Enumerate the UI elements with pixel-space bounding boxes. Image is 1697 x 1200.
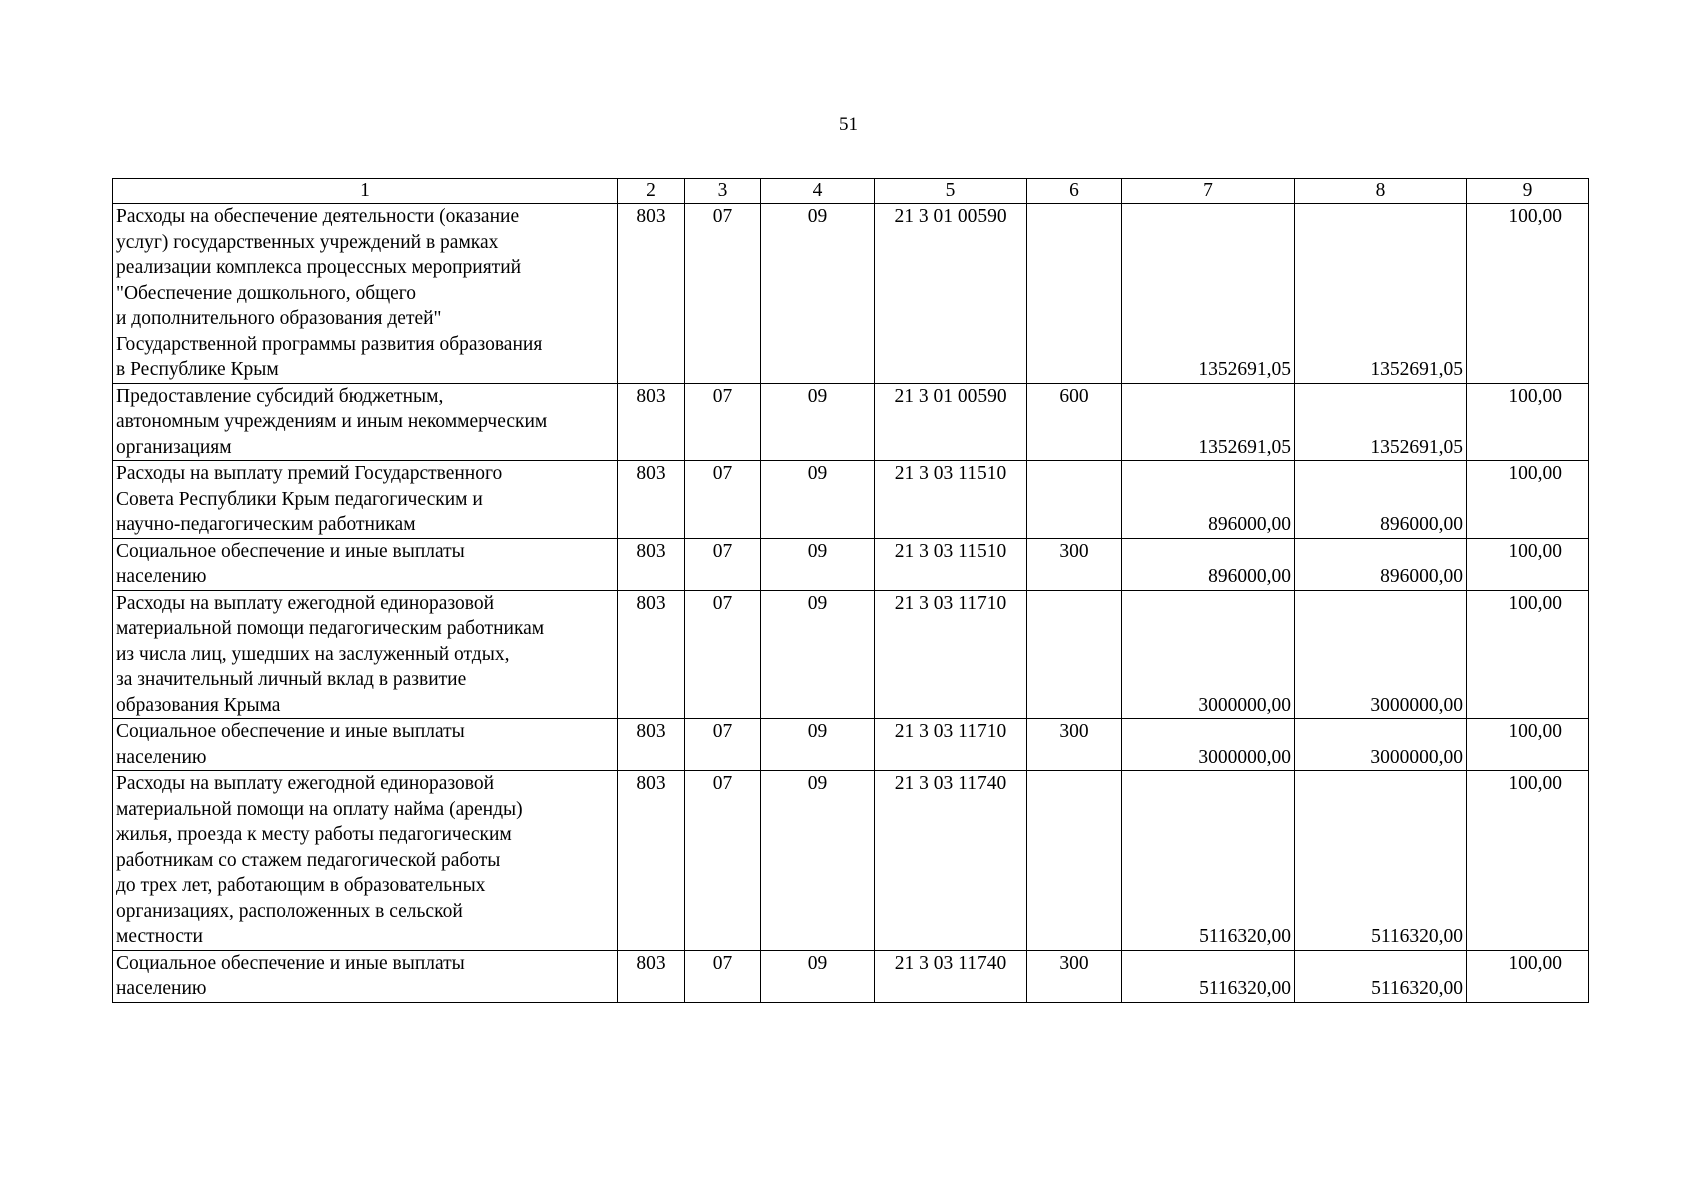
expense-type-cell bbox=[1027, 590, 1122, 719]
planned-amount-cell: 896000,00 bbox=[1122, 538, 1295, 590]
planned-amount-cell: 3000000,00 bbox=[1122, 590, 1295, 719]
execution-percent-cell: 100,00 bbox=[1467, 771, 1589, 951]
table-row bbox=[113, 461, 1589, 539]
code-admin-cell: 803 bbox=[618, 461, 685, 539]
code-admin-cell: 803 bbox=[618, 950, 685, 1002]
expense-type-cell bbox=[1027, 204, 1122, 384]
execution-percent-cell: 100,00 bbox=[1467, 538, 1589, 590]
target-article-cell: 21 3 03 11710 bbox=[875, 590, 1027, 719]
planned-amount-cell: 5116320,00 bbox=[1122, 771, 1295, 951]
code-subsection-cell: 09 bbox=[761, 771, 875, 951]
planned-amount-cell: 5116320,00 bbox=[1122, 950, 1295, 1002]
code-subsection-cell: 09 bbox=[761, 950, 875, 1002]
code-admin-cell: 803 bbox=[618, 771, 685, 951]
code-admin-cell: 803 bbox=[618, 590, 685, 719]
code-subsection-cell: 09 bbox=[761, 461, 875, 539]
expense-type-cell: 300 bbox=[1027, 538, 1122, 590]
executed-amount-cell: 1352691,05 bbox=[1295, 383, 1467, 461]
executed-amount-cell: 3000000,00 bbox=[1295, 719, 1467, 771]
expense-name-cell: Расходы на выплату премий Государственного Совета Республики Крым педагогическим и научно-педагогическим работникам bbox=[113, 461, 618, 539]
target-article-cell: 21 3 03 11740 bbox=[875, 950, 1027, 1002]
table-row bbox=[113, 538, 1589, 590]
expense-type-cell: 300 bbox=[1027, 719, 1122, 771]
code-section-cell: 07 bbox=[685, 719, 761, 771]
table-row bbox=[113, 590, 1589, 719]
expense-name-cell: Расходы на обеспечение деятельности (оказание услуг) государственных учреждений в рамках реализации комплекса процессных мероприятий "Обеспечение дошкольного, общего и дополнительного образования детей" Государственной программы развития образования в Республике Крым bbox=[113, 204, 618, 384]
table-header-row bbox=[113, 179, 1589, 204]
code-subsection-cell: 09 bbox=[761, 719, 875, 771]
page-number: 51 bbox=[839, 114, 858, 135]
expense-type-cell: 600 bbox=[1027, 383, 1122, 461]
table-body bbox=[113, 179, 1589, 1003]
code-section-cell: 07 bbox=[685, 204, 761, 384]
table-row bbox=[113, 204, 1589, 384]
executed-amount-cell: 3000000,00 bbox=[1295, 590, 1467, 719]
target-article-cell: 21 3 03 11740 bbox=[875, 771, 1027, 951]
code-section-cell: 07 bbox=[685, 538, 761, 590]
planned-amount-cell: 3000000,00 bbox=[1122, 719, 1295, 771]
code-subsection-cell: 09 bbox=[761, 383, 875, 461]
executed-amount-cell: 5116320,00 bbox=[1295, 771, 1467, 951]
header-cell-9: 9 bbox=[1467, 179, 1589, 204]
header-cell-2: 2 bbox=[618, 179, 685, 204]
header-cell-8: 8 bbox=[1295, 179, 1467, 204]
code-subsection-cell: 09 bbox=[761, 204, 875, 384]
code-section-cell: 07 bbox=[685, 771, 761, 951]
expense-type-cell: 300 bbox=[1027, 950, 1122, 1002]
code-admin-cell: 803 bbox=[618, 204, 685, 384]
table-row bbox=[113, 950, 1589, 1002]
table-row bbox=[113, 719, 1589, 771]
execution-percent-cell: 100,00 bbox=[1467, 383, 1589, 461]
code-admin-cell: 803 bbox=[618, 383, 685, 461]
code-admin-cell: 803 bbox=[618, 719, 685, 771]
budget-table bbox=[112, 178, 1589, 1003]
target-article-cell: 21 3 03 11510 bbox=[875, 461, 1027, 539]
expense-name-cell: Социальное обеспечение и иные выплаты населению bbox=[113, 538, 618, 590]
code-section-cell: 07 bbox=[685, 383, 761, 461]
planned-amount-cell: 1352691,05 bbox=[1122, 383, 1295, 461]
expense-name-cell: Расходы на выплату ежегодной единоразовой материальной помощи на оплату найма (аренды) жилья, проезда к месту работы педагогическим работникам со стажем педагогической работы до трех лет, работающим в образовательных организациях, расположенных в сельской местности bbox=[113, 771, 618, 951]
header-cell-7: 7 bbox=[1122, 179, 1295, 204]
executed-amount-cell: 5116320,00 bbox=[1295, 950, 1467, 1002]
target-article-cell: 21 3 01 00590 bbox=[875, 383, 1027, 461]
executed-amount-cell: 896000,00 bbox=[1295, 538, 1467, 590]
header-cell-6: 6 bbox=[1027, 179, 1122, 204]
header-cell-5: 5 bbox=[875, 179, 1027, 204]
expense-name-cell: Расходы на выплату ежегодной единоразовой материальной помощи педагогическим работникам из числа лиц, ушедших на заслуженный отдых, за значительный личный вклад в развитие образования Крыма bbox=[113, 590, 618, 719]
code-section-cell: 07 bbox=[685, 590, 761, 719]
execution-percent-cell: 100,00 bbox=[1467, 461, 1589, 539]
header-cell-4: 4 bbox=[761, 179, 875, 204]
table-row bbox=[113, 771, 1589, 951]
expense-name-cell: Предоставление субсидий бюджетным, автономным учреждениям и иным некоммерческим организациям bbox=[113, 383, 618, 461]
target-article-cell: 21 3 01 00590 bbox=[875, 204, 1027, 384]
code-subsection-cell: 09 bbox=[761, 538, 875, 590]
execution-percent-cell: 100,00 bbox=[1467, 950, 1589, 1002]
execution-percent-cell: 100,00 bbox=[1467, 590, 1589, 719]
expense-type-cell bbox=[1027, 461, 1122, 539]
executed-amount-cell: 1352691,05 bbox=[1295, 204, 1467, 384]
expense-type-cell bbox=[1027, 771, 1122, 951]
executed-amount-cell: 896000,00 bbox=[1295, 461, 1467, 539]
expense-name-cell: Социальное обеспечение и иные выплаты населению bbox=[113, 719, 618, 771]
header-cell-3: 3 bbox=[685, 179, 761, 204]
target-article-cell: 21 3 03 11710 bbox=[875, 719, 1027, 771]
execution-percent-cell: 100,00 bbox=[1467, 719, 1589, 771]
code-admin-cell: 803 bbox=[618, 538, 685, 590]
code-subsection-cell: 09 bbox=[761, 590, 875, 719]
code-section-cell: 07 bbox=[685, 950, 761, 1002]
planned-amount-cell: 1352691,05 bbox=[1122, 204, 1295, 384]
header-cell-1: 1 bbox=[113, 179, 618, 204]
execution-percent-cell: 100,00 bbox=[1467, 204, 1589, 384]
target-article-cell: 21 3 03 11510 bbox=[875, 538, 1027, 590]
expense-name-cell: Социальное обеспечение и иные выплаты населению bbox=[113, 950, 618, 1002]
code-section-cell: 07 bbox=[685, 461, 761, 539]
planned-amount-cell: 896000,00 bbox=[1122, 461, 1295, 539]
table-row bbox=[113, 383, 1589, 461]
